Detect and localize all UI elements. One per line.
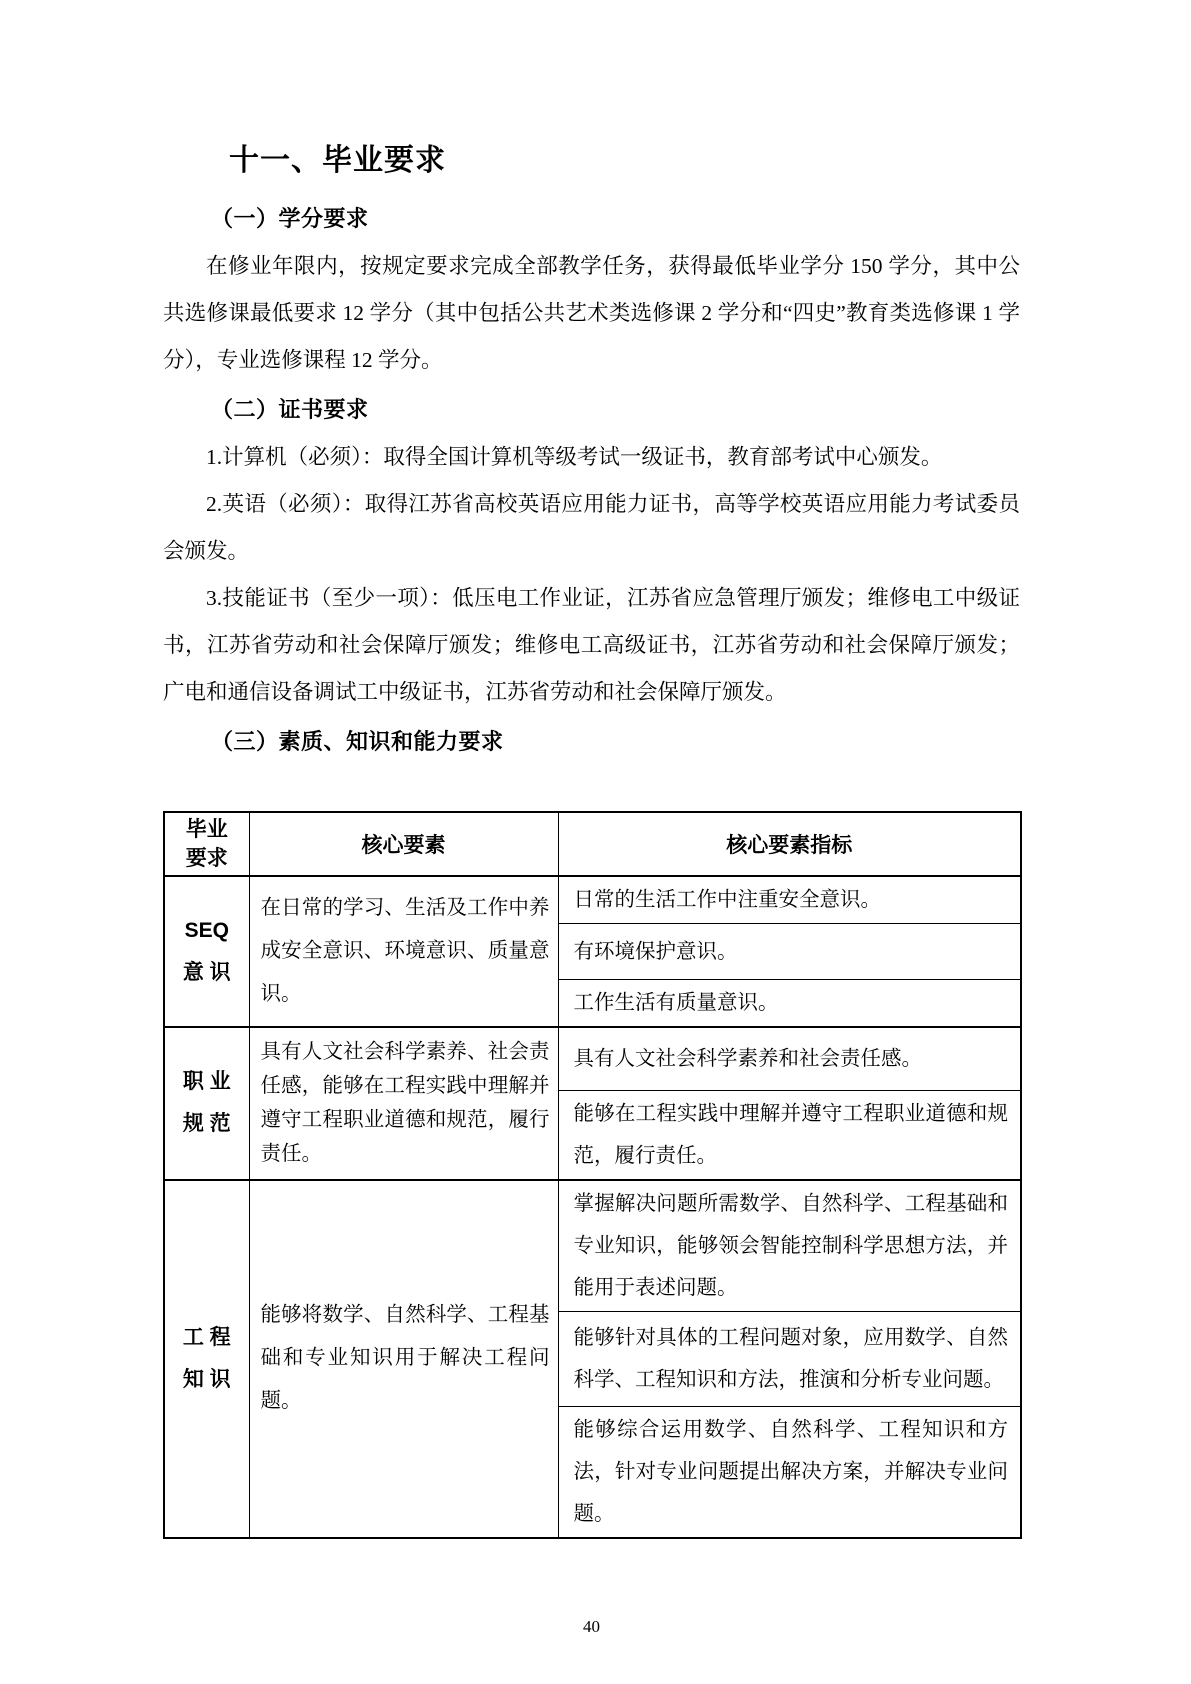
table-row [164, 876, 1021, 924]
requirement-label-line: 知 识 [182, 1367, 231, 1391]
requirement-engineering-knowledge [164, 1180, 249, 1538]
core-element-cell: 在日常的学习、生活及工作中养成安全意识、环境意识、质量意识。 [249, 876, 558, 1027]
section-heading-quality: （三）素质、知识和能力要求 [211, 729, 504, 754]
header-graduation-requirement-line1: 毕业 [185, 818, 228, 841]
section-heading-credit: （一）学分要求 [211, 206, 369, 231]
indicator-cell: 具有人文社会科学素养和社会责任感。 [558, 1027, 1021, 1090]
requirement-label-line: SEQ [184, 918, 229, 942]
table-row [164, 1027, 1021, 1090]
requirement-label-line: 意 识 [182, 960, 231, 984]
requirement-label-line: 职 业 [182, 1070, 231, 1094]
indicator-cell: 能够在工程实践中理解并遵守工程职业道德和规范，履行责任。 [558, 1090, 1021, 1180]
requirement-label-line: 工 程 [182, 1325, 231, 1349]
indicator-cell: 日常的生活工作中注重安全意识。 [558, 876, 1021, 924]
table-row [164, 1180, 1021, 1312]
certificate-item-computer: 1.计算机（必须）：取得全国计算机等级考试一级证书，教育部考试中心颁发。 [206, 445, 943, 469]
credit-paragraph: 在修业年限内，按规定要求完成全部教学任务，获得最低毕业学分 150 学分，其中公共选修课最低要求 12 学分（其中包括公共艺术类选修课 2 学分和“四史”教育类选修课 1 学分），专业选修课程 12 学分。 [163, 254, 1020, 372]
table-header-row [164, 812, 1021, 876]
page-content [163, 142, 1020, 1637]
requirements-table [163, 811, 1022, 1539]
indicator-cell: 能够综合运用数学、自然科学、工程知识和方法，针对专业问题提出解决方案，并解决专业问题。 [558, 1406, 1021, 1538]
page-title: 十一、毕业要求 [229, 144, 446, 177]
page-number: 40 [583, 1616, 600, 1636]
indicator-cell: 掌握解决问题所需数学、自然科学、工程基础和专业知识，能够领会智能控制科学思想方法，并能用于表述问题。 [558, 1180, 1021, 1312]
core-element-cell: 能够将数学、自然科学、工程基础和专业知识用于解决工程问题。 [249, 1180, 558, 1538]
indicator-cell: 有环境保护意识。 [558, 924, 1021, 980]
certificate-item-skill: 3.技能证书（至少一项）：低压电工作业证，江苏省应急管理厅颁发；维修电工中级证书，江苏省劳动和社会保障厅颁发；维修电工高级证书，江苏省劳动和社会保障厅颁发；广电和通信设备调试工中级证书，江苏省劳动和社会保障厅颁发。 [163, 586, 1020, 704]
section-heading-certificate: （二）证书要求 [211, 397, 369, 422]
header-core-element: 核心要素 [249, 812, 558, 876]
indicator-cell: 能够针对具体的工程问题对象，应用数学、自然科学、工程知识和方法，推演和分析专业问题。 [558, 1311, 1021, 1406]
requirement-seq-awareness [164, 876, 249, 1027]
header-graduation-requirement-line2: 要求 [185, 847, 228, 870]
core-element-cell: 具有人文社会科学素养、社会责任感，能够在工程实践中理解并遵守工程职业道德和规范，履行责任。 [249, 1027, 558, 1180]
header-graduation-requirement [164, 812, 249, 876]
requirement-professional-norms [164, 1027, 249, 1180]
requirement-label-line: 规 范 [182, 1112, 231, 1136]
header-core-indicator: 核心要素指标 [558, 812, 1021, 876]
indicator-cell: 工作生活有质量意识。 [558, 980, 1021, 1028]
certificate-item-english: 2.英语（必须）：取得江苏省高校英语应用能力证书，高等学校英语应用能力考试委员会颁发。 [163, 492, 1020, 563]
